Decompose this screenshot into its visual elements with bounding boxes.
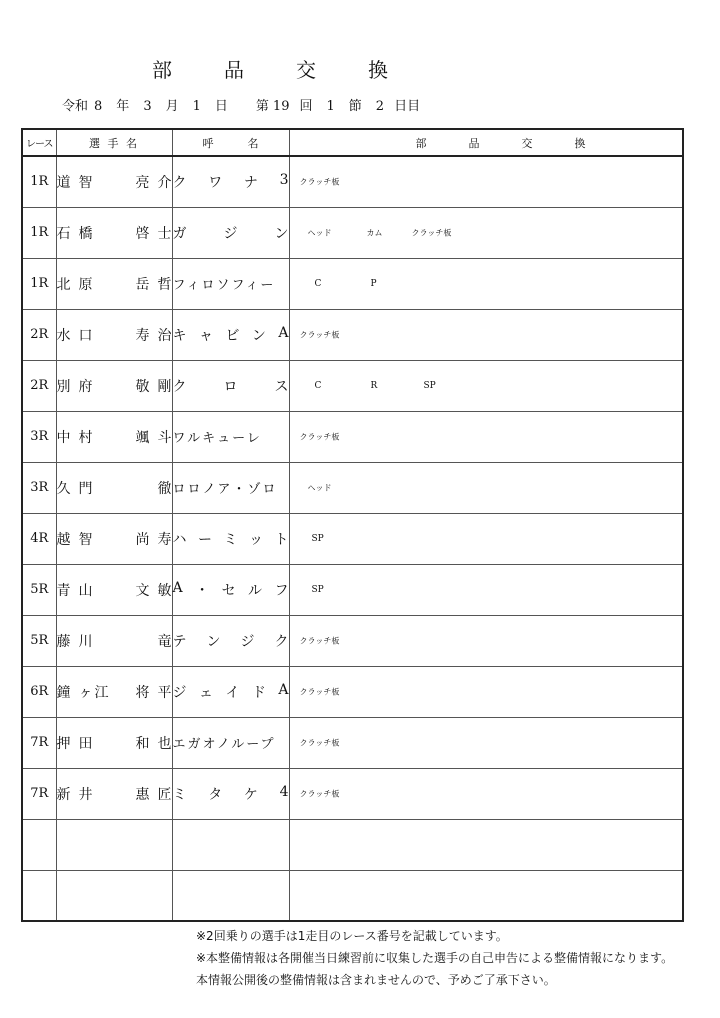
part-label: SP bbox=[311, 533, 324, 544]
call-name-token: ハ bbox=[172, 531, 187, 548]
call-name bbox=[172, 615, 289, 666]
part-label: C bbox=[314, 380, 322, 391]
call-name bbox=[172, 870, 289, 921]
call-name bbox=[172, 360, 289, 411]
racer-name-char: 中 bbox=[56, 429, 71, 446]
header-race: レース bbox=[22, 129, 56, 156]
parts-exchanged bbox=[289, 309, 683, 360]
call-name bbox=[172, 513, 289, 564]
parts-exchanged bbox=[289, 513, 683, 564]
table-row bbox=[22, 207, 683, 258]
racer-name-char: 寿 bbox=[157, 531, 172, 548]
table-header-row bbox=[22, 129, 683, 156]
call-name-token: ロロノア・ゾロ bbox=[172, 482, 278, 497]
racer-name-char: 敬 bbox=[135, 378, 150, 395]
parts-exchanged bbox=[289, 207, 683, 258]
part-label: ヘッド bbox=[307, 228, 332, 237]
call-name-token: ミ bbox=[172, 786, 187, 803]
table-row bbox=[22, 360, 683, 411]
header-call-name bbox=[172, 129, 289, 156]
parts-exchanged bbox=[289, 768, 683, 819]
racer-name-char: 原 bbox=[78, 276, 93, 293]
header-char: 品 bbox=[468, 136, 480, 150]
table-row bbox=[22, 462, 683, 513]
call-name bbox=[172, 564, 289, 615]
table-row bbox=[22, 309, 683, 360]
parts-exchanged bbox=[289, 870, 683, 921]
table-row bbox=[22, 513, 683, 564]
dateline-token: 日目 bbox=[394, 99, 421, 114]
racer-name-char: 田 bbox=[78, 735, 93, 752]
call-name-token: ン bbox=[206, 633, 221, 650]
racer-name-char: 匠 bbox=[157, 786, 172, 803]
table-row bbox=[22, 564, 683, 615]
race-number bbox=[22, 870, 56, 921]
call-name-token: ケ bbox=[243, 786, 258, 803]
racer-name-char: 橋 bbox=[78, 225, 93, 242]
call-name bbox=[172, 462, 289, 513]
call-name-token: ロ bbox=[223, 378, 238, 395]
header-char: 換 bbox=[574, 136, 586, 150]
table-row bbox=[22, 819, 683, 870]
racer-name-char: 也 bbox=[157, 735, 172, 752]
parts-exchanged bbox=[289, 564, 683, 615]
racer-name-char: 平 bbox=[157, 684, 172, 701]
parts-exchanged bbox=[289, 717, 683, 768]
call-name-token: ジ bbox=[172, 684, 187, 701]
call-name-token: フィロソフィー bbox=[172, 278, 276, 293]
racer-name-char: 道 bbox=[56, 174, 71, 191]
footnote: 本情報公開後の整備情報は含まれませんので、予めご了承下さい。 bbox=[196, 973, 556, 987]
racer-name-char: 文 bbox=[135, 582, 150, 599]
dateline-token: 1 bbox=[192, 99, 201, 114]
racer-name-char: 和 bbox=[135, 735, 150, 752]
part-label: クラッチ板 bbox=[299, 687, 340, 696]
call-name-token: ス bbox=[274, 378, 289, 395]
racer-name-char: ヶ bbox=[78, 684, 93, 701]
part-label: C bbox=[314, 278, 322, 289]
race-number: 7R bbox=[22, 717, 56, 768]
call-name-token: ン bbox=[251, 327, 266, 344]
table-row bbox=[22, 768, 683, 819]
racer-name-char: 敏 bbox=[157, 582, 172, 599]
part-label: カム bbox=[366, 228, 383, 237]
racer-name bbox=[56, 411, 172, 462]
racer-name bbox=[56, 666, 172, 717]
race-number: 2R bbox=[22, 360, 56, 411]
race-number: 4R bbox=[22, 513, 56, 564]
call-name-token: ワルキューレ bbox=[172, 431, 262, 446]
race-number: 3R bbox=[22, 411, 56, 462]
call-name bbox=[172, 156, 289, 207]
racer-name-char: 介 bbox=[157, 174, 172, 191]
parts-exchanged bbox=[289, 360, 683, 411]
racer-name-char: 北 bbox=[56, 276, 71, 293]
dateline-token: 回 bbox=[299, 99, 313, 114]
table-row bbox=[22, 666, 683, 717]
part-label: クラッチ板 bbox=[299, 738, 340, 747]
call-name-token: ン bbox=[274, 225, 289, 242]
race-number: 1R bbox=[22, 156, 56, 207]
racer-name-char: 岳 bbox=[135, 276, 150, 293]
part-label: P bbox=[370, 278, 377, 289]
racer-name-char: 江 bbox=[94, 684, 109, 701]
header-char: 交 bbox=[521, 136, 533, 150]
header-char: 名 bbox=[247, 136, 259, 150]
parts-exchanged bbox=[289, 462, 683, 513]
racer-name-char: 治 bbox=[157, 327, 172, 344]
racer-name-char: 山 bbox=[78, 582, 93, 599]
racer-name-char: 青 bbox=[56, 582, 71, 599]
call-name bbox=[172, 411, 289, 462]
call-name-token: ト bbox=[274, 531, 289, 548]
racer-name-char: 新 bbox=[56, 786, 71, 803]
title-char: 部 bbox=[152, 58, 172, 82]
table-row bbox=[22, 870, 683, 921]
dateline-token: 月 bbox=[165, 99, 179, 114]
call-name-token: ・ bbox=[195, 582, 210, 599]
race-number: 5R bbox=[22, 615, 56, 666]
table-row bbox=[22, 411, 683, 462]
racer-name-char: 尚 bbox=[135, 531, 150, 548]
title-char: 交 bbox=[296, 58, 316, 82]
racer-name-char: 別 bbox=[56, 378, 71, 395]
call-name-token: ナ bbox=[243, 174, 258, 191]
footnote: ※2回乗りの選手は1走目のレース番号を記載しています。 bbox=[196, 929, 508, 943]
call-name bbox=[172, 768, 289, 819]
racer-name-char: 哲 bbox=[157, 276, 172, 293]
event-dateline bbox=[62, 95, 430, 114]
call-name-token: A bbox=[172, 579, 183, 596]
part-label: クラッチ板 bbox=[411, 228, 452, 237]
racer-name-char: 徹 bbox=[157, 480, 172, 497]
racer-name bbox=[56, 819, 172, 870]
racer-name-char: 石 bbox=[56, 225, 71, 242]
racer-name-char: 竜 bbox=[157, 633, 172, 650]
racer-name-char: 門 bbox=[78, 480, 93, 497]
racer-name-char: 颯 bbox=[135, 429, 150, 446]
call-name-token: エガオノループ bbox=[172, 737, 276, 752]
race-number: 2R bbox=[22, 309, 56, 360]
call-name-token: ド bbox=[251, 684, 266, 701]
call-name bbox=[172, 309, 289, 360]
dateline-token: 日 bbox=[214, 99, 228, 114]
race-number bbox=[22, 819, 56, 870]
racer-name-char: 口 bbox=[78, 327, 93, 344]
call-name-token: ビ bbox=[225, 327, 240, 344]
parts-exchanged bbox=[289, 411, 683, 462]
call-name-token: ジ bbox=[223, 225, 238, 242]
header-parts bbox=[289, 129, 683, 156]
race-number: 5R bbox=[22, 564, 56, 615]
table-row bbox=[22, 156, 683, 207]
call-name-token: ガ bbox=[172, 225, 187, 242]
racer-name bbox=[56, 870, 172, 921]
page-title bbox=[150, 54, 390, 82]
call-name-token: ル bbox=[248, 582, 263, 599]
call-name-token: 4 bbox=[279, 783, 289, 800]
racer-name-char: 寿 bbox=[135, 327, 150, 344]
racer-name bbox=[56, 768, 172, 819]
call-name bbox=[172, 207, 289, 258]
racer-name bbox=[56, 615, 172, 666]
racer-name-char: 亮 bbox=[135, 174, 150, 191]
call-name-token: ク bbox=[172, 174, 187, 191]
racer-name-char bbox=[128, 631, 150, 651]
dateline-token: 3 bbox=[143, 99, 152, 114]
part-label: クラッチ板 bbox=[299, 177, 340, 187]
racer-name-char: 剛 bbox=[157, 378, 172, 395]
race-number: 1R bbox=[22, 258, 56, 309]
racer-name-char: 智 bbox=[78, 531, 93, 548]
racer-name-char: 越 bbox=[56, 531, 71, 548]
parts-exchanged bbox=[289, 819, 683, 870]
call-name-token: セ bbox=[221, 582, 236, 599]
racer-name-char: 啓 bbox=[135, 225, 150, 242]
parts-exchange-table bbox=[21, 128, 684, 922]
race-number: 6R bbox=[22, 666, 56, 717]
parts-exchanged bbox=[289, 156, 683, 207]
dateline-token: 第 bbox=[255, 99, 269, 114]
call-name-token: ク bbox=[274, 633, 289, 650]
footnotes bbox=[196, 925, 673, 991]
racer-name bbox=[56, 360, 172, 411]
call-name-token: フ bbox=[274, 582, 289, 599]
call-name-token: ミ bbox=[223, 531, 238, 548]
dateline-token: 年 bbox=[116, 99, 130, 114]
dateline-token: 19 bbox=[272, 99, 290, 114]
racer-name-char: 押 bbox=[56, 735, 71, 752]
footnote: ※本整備情報は各開催当日練習前に収集した選手の自己申告による整備情報になります。 bbox=[196, 951, 674, 965]
table-row bbox=[22, 717, 683, 768]
racer-name-char: 斗 bbox=[157, 429, 172, 446]
racer-name-char bbox=[128, 478, 150, 498]
title-char: 品 bbox=[224, 58, 244, 82]
race-number: 3R bbox=[22, 462, 56, 513]
call-name-token: ェ bbox=[198, 684, 213, 701]
call-name-token: ー bbox=[198, 531, 212, 548]
part-label: SP bbox=[311, 584, 324, 595]
header-char: 部 bbox=[415, 136, 427, 150]
racer-name-char: 久 bbox=[56, 480, 71, 497]
part-label: クラッチ板 bbox=[299, 330, 340, 339]
racer-name bbox=[56, 564, 172, 615]
racer-name bbox=[56, 513, 172, 564]
racer-name-char: 智 bbox=[78, 174, 93, 191]
title-char: 換 bbox=[368, 58, 388, 82]
parts-exchanged bbox=[289, 258, 683, 309]
header-char: 呼 bbox=[202, 136, 214, 150]
racer-name-char: 鐘 bbox=[56, 684, 71, 701]
call-name-token: ク bbox=[172, 378, 187, 395]
part-label: クラッチ板 bbox=[299, 636, 340, 645]
call-name bbox=[172, 666, 289, 717]
call-name bbox=[172, 717, 289, 768]
racer-name-char: 村 bbox=[78, 429, 93, 446]
call-name-token: ジ bbox=[240, 633, 255, 650]
dateline-token: 1 bbox=[326, 99, 335, 114]
racer-name-char: 士 bbox=[157, 225, 172, 242]
call-name-token: 3 bbox=[279, 171, 289, 188]
call-name-token: キ bbox=[172, 327, 187, 344]
call-name bbox=[172, 819, 289, 870]
part-label: クラッチ板 bbox=[299, 789, 340, 798]
racer-name bbox=[56, 309, 172, 360]
part-label: ヘッド bbox=[307, 483, 332, 492]
parts-exchanged bbox=[289, 666, 683, 717]
dateline-token: 令和 bbox=[62, 99, 89, 114]
dateline-token: 8 bbox=[94, 99, 103, 114]
call-name-token: ッ bbox=[249, 531, 263, 548]
call-name-token: イ bbox=[225, 684, 240, 701]
race-number: 1R bbox=[22, 207, 56, 258]
part-label: クラッチ板 bbox=[299, 432, 340, 441]
call-name-token: A bbox=[278, 324, 289, 341]
header-racer: 選 手 名 bbox=[56, 129, 172, 156]
racer-name bbox=[56, 462, 172, 513]
race-number: 7R bbox=[22, 768, 56, 819]
call-name-token: ワ bbox=[208, 174, 223, 191]
table-row bbox=[22, 258, 683, 309]
racer-name bbox=[56, 717, 172, 768]
racer-name bbox=[56, 156, 172, 207]
call-name bbox=[172, 258, 289, 309]
parts-exchanged bbox=[289, 615, 683, 666]
racer-name-char: 水 bbox=[56, 327, 71, 344]
racer-name bbox=[56, 207, 172, 258]
racer-name-char: 川 bbox=[78, 633, 93, 650]
racer-name-char: 藤 bbox=[56, 633, 71, 650]
call-name-token: テ bbox=[172, 633, 187, 650]
call-name-token: タ bbox=[208, 786, 223, 803]
racer-name-char: 将 bbox=[135, 684, 150, 701]
racer-name-char: 井 bbox=[78, 786, 93, 803]
dateline-token: 2 bbox=[375, 99, 385, 114]
call-name-token: ャ bbox=[198, 327, 213, 344]
table-row bbox=[22, 615, 683, 666]
racer-name-char: 府 bbox=[78, 378, 93, 395]
part-label: SP bbox=[423, 380, 436, 391]
racer-name-char: 惠 bbox=[135, 786, 150, 803]
call-name-token: A bbox=[278, 681, 289, 698]
dateline-token: 節 bbox=[348, 99, 362, 114]
part-label: R bbox=[370, 380, 378, 391]
racer-name bbox=[56, 258, 172, 309]
